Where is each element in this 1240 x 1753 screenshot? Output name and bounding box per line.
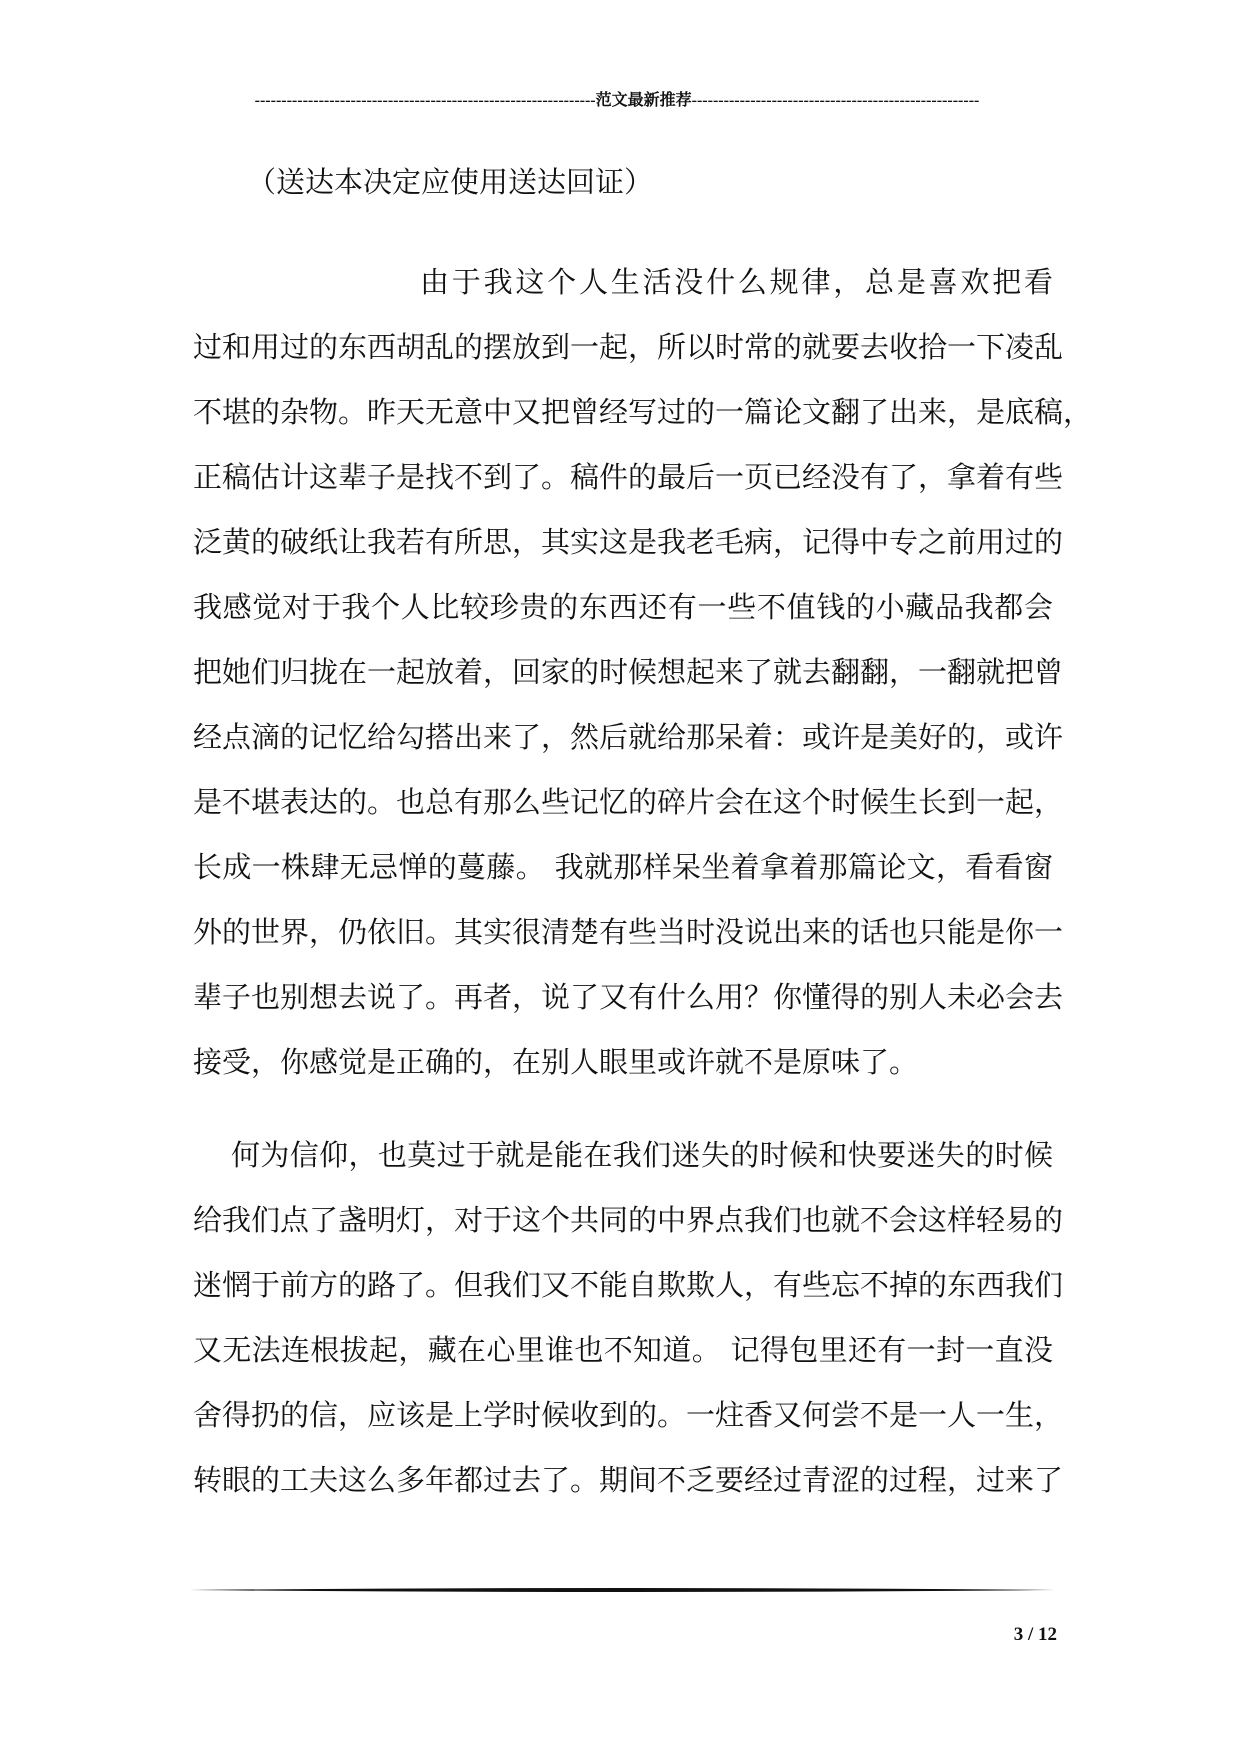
paragraph-2	[193, 1123, 1064, 1513]
header-label: 范文最新推荐	[595, 92, 692, 109]
paragraph-1-line: 我感觉对于我个人比较珍贵的东西还有一些不值钱的小藏品我都会	[193, 590, 1053, 624]
paragraph-1-line: 长成一株肆无忌惮的蔓藤。 我就那样呆坐着拿着那篇论文，看看窗	[193, 850, 1053, 884]
page-number: 3 / 12	[1013, 1624, 1057, 1645]
paragraph-1	[193, 250, 1093, 1095]
paragraph-1-line: 泛黄的破纸让我若有所思，其实这是我老毛病，记得中专之前用过的	[193, 525, 1064, 559]
paragraph-2-line: 舍得扔的信，应该是上学时候收到的。一炷香又何尝不是一人一生，	[193, 1398, 1064, 1432]
paragraph-1-line: 辈子也别想去说了。再者，说了又有什么用？你懂得的别人未必会去	[193, 980, 1064, 1014]
paragraph-1-line: 经点滴的记忆给勾搭出来了，然后就给那呆着：或许是美好的，或许	[193, 720, 1064, 754]
paragraph-1-line: 把她们归拢在一起放着，回家的时候想起来了就去翻翻，一翻就把曾	[193, 655, 1064, 689]
paragraph-1-line: 过和用过的东西胡乱的摆放到一起，所以时常的就要去收拾一下凌乱	[193, 330, 1064, 364]
paragraph-1-line: 接受，你感觉是正确的，在别人眼里或许就不是原味了。	[193, 1045, 919, 1079]
paragraph-2-line: 迷惘于前方的路了。但我们又不能自欺欺人，有些忘不掉的东西我们	[193, 1268, 1064, 1302]
paragraph-1-line: 不堪的杂物。昨天无意中又把曾经写过的一篇论文翻了出来，是底稿，	[193, 395, 1093, 429]
footer-rule	[189, 1587, 1055, 1593]
page-header	[189, 88, 1045, 114]
paragraph-2-line: 转眼的工夫这么多年都过去了。期间不乏要经过青涩的过程，过来了	[193, 1463, 1064, 1497]
paragraph-1-line: 由于我这个人生活没什么规律，总是喜欢把看	[420, 265, 1053, 299]
paragraph-2-line: 又无法连根拔起，藏在心里谁也不知道。 记得包里还有一封一直没	[193, 1333, 1053, 1367]
header-dashes-left: ----------------------------------------------------------------	[254, 92, 596, 109]
paragraph-2-line: 何为信仰，也莫过于就是能在我们迷失的时候和快要迷失的时候	[231, 1138, 1053, 1172]
paragraph-1-line: 外的世界，仍依旧。其实很清楚有些当时没说出来的话也只能是你一	[193, 915, 1064, 949]
paragraph-2-line: 给我们点了盏明灯，对于这个共同的中界点我们也就不会这样轻易的	[193, 1203, 1064, 1237]
paragraph-1-line: 是不堪表达的。也总有那么些记忆的碎片会在这个时候生长到一起，	[193, 785, 1064, 819]
header-dashes-right: ------------------------------------------------------	[691, 92, 980, 109]
delivery-note: （送达本决定应使用送达回证）	[247, 165, 654, 199]
paragraph-1-line: 正稿估计这辈子是找不到了。稿件的最后一页已经没有了，拿着有些	[193, 460, 1064, 494]
